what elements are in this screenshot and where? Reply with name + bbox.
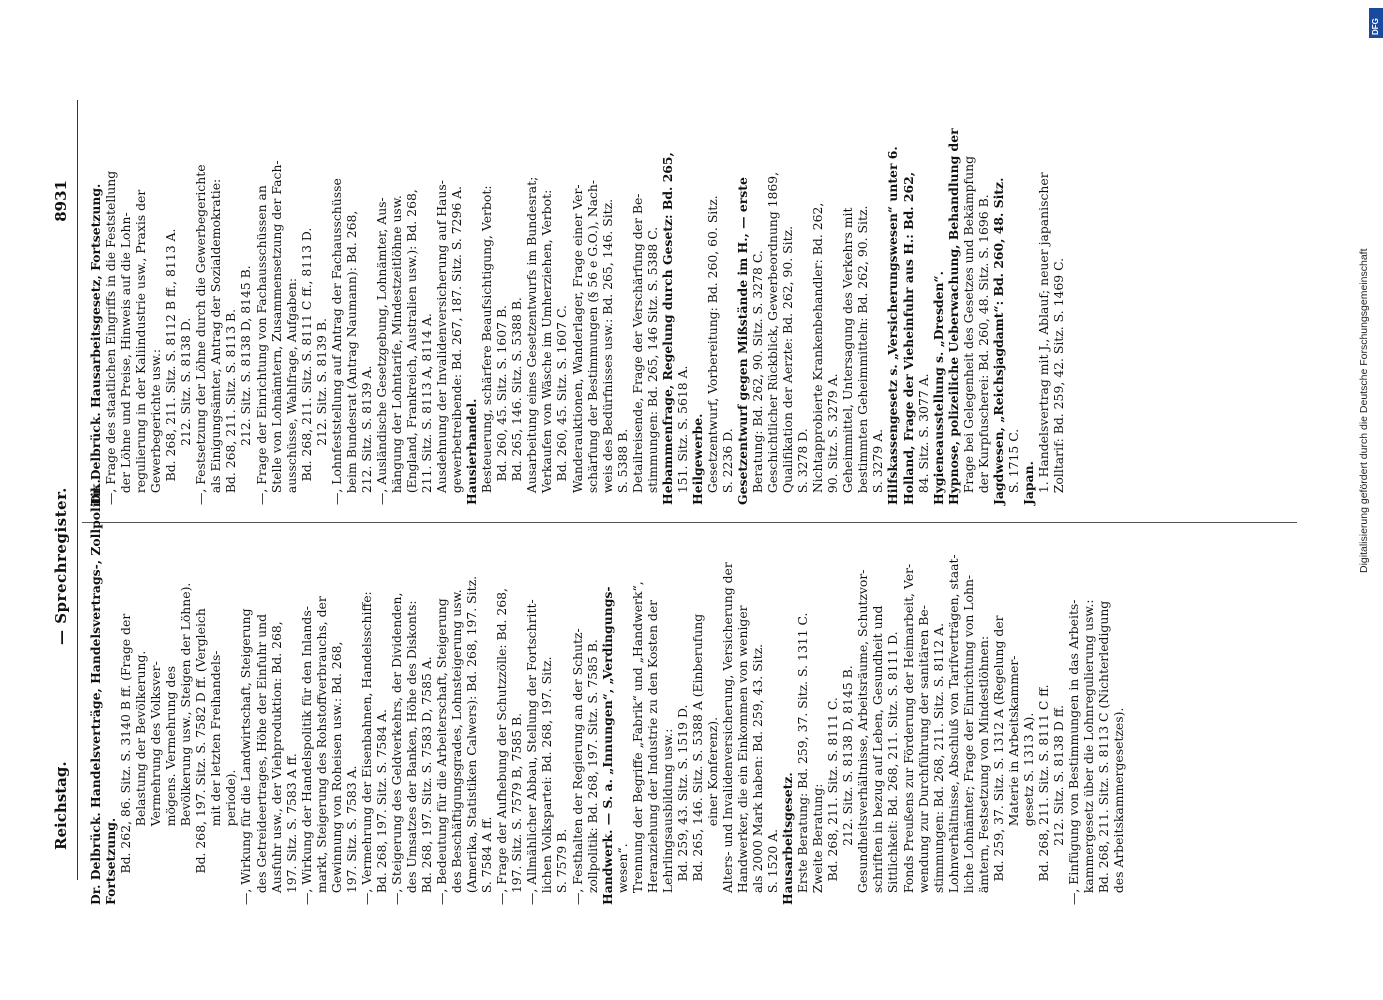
- register-line: bestimmten Geheimmitteln: Bd. 262, 90. Sitz.: [855, 205, 871, 505]
- register-line: 197. Sitz. S. 7583 A.: [343, 765, 359, 905]
- register-line: Beratung: Bd. 262, 90. Sitz. S. 3278 C.: [750, 250, 766, 505]
- register-line: —, Wirkung der Handelspolitik für den Inlands-: [298, 606, 314, 905]
- register-line: Hilfskassengesetz s. „Versicherungswesen“ unter 6.: [885, 146, 901, 505]
- register-line: 212. Sitz. S. 8138 D, 8145 B.: [840, 665, 856, 905]
- register-line: Qualifikation der Aerzte: Bd. 262, 90. Sitz.: [780, 225, 796, 505]
- register-line: der Löhne und Preise, Hinweis auf die Lohn-: [118, 212, 134, 505]
- register-line: Lohnverhältnisse, Abschluß von Tarifverträgen, staat-: [945, 554, 961, 905]
- register-line: stimmungen: Bd. 268, 211. Sitz. S. 8112 A.: [930, 622, 946, 905]
- register-line: stimmungen: Bd. 265, 146 Sitz. S. 5388 C.: [644, 226, 660, 505]
- register-line: regulierung in der Kaliindustrie usw., Praxis der: [133, 189, 149, 505]
- register-line: Bd. 262, 86. Sitz. S. 3140 B ff. (Frage der: [118, 613, 134, 905]
- register-line: Geheimmittel, Untersagung des Verkehrs mit: [840, 207, 856, 505]
- register-line: Bd. 268, 211. Sitz. S. 8113 C (Nichterledigung: [1096, 600, 1112, 905]
- register-line: Bd. 259, 43. Sitz. S. 1519 D.: [674, 704, 690, 905]
- register-line: mit der letzten Freihandels-: [208, 650, 224, 905]
- register-line: Besteuerung, schärfere Beaufsichtigung, Verbot:: [479, 185, 495, 505]
- register-line: gewerbetreibende: Bd. 267, 187. Sitz. S. 7296 A.: [449, 185, 465, 505]
- register-line: Japan.: [1020, 461, 1036, 505]
- register-line: des Arbeitskammergesetzes).: [1111, 707, 1127, 905]
- register-line: S. 3278 D.: [795, 428, 811, 505]
- register-line: Lehrlingsausbildung usw.:: [659, 728, 675, 905]
- register-line: Belastung der Bevölkerung.: [133, 650, 149, 905]
- register-line: als 2000 Mark haben: Bd. 259, 43. Sitz.: [750, 643, 766, 905]
- register-line: Bd. 260, 45. Sitz. S. 1607 C.: [554, 305, 570, 505]
- register-line: hängung der Lohntarife, Mindestzeitlöhne usw.: [388, 195, 404, 505]
- register-line: Geschichtlicher Rückblick, Gewerbeordnung 1869,: [765, 171, 781, 505]
- register-line: (Amerika, Statistiken Calwers): Bd. 268, 197. Sitz.: [464, 575, 480, 905]
- running-head-left: Reichstag.: [52, 761, 70, 850]
- register-line: Materie in Arbeitskammer-: [1005, 655, 1021, 905]
- register-line: 212. Sitz. S. 8139 B.: [313, 318, 329, 505]
- register-line: Detailreisende, Frage der Verschärfung der Be-: [629, 193, 645, 505]
- register-line: Bevölkerung usw., Steigen der Löhne).: [178, 582, 194, 905]
- register-line: —, Frage der Einrichtung von Fachausschüssen an: [253, 185, 269, 505]
- register-line: —, Wirkung für die Landwirtschaft, Steigerung: [238, 608, 254, 905]
- register-line: 197. Sitz. S. 7583 A ff.: [283, 753, 299, 905]
- register-line: —, Frage des staatlichen Eingriffs in die Feststellung: [103, 170, 119, 505]
- register-line: Bd. 268, 211. Sitz. S. 8111 C ff., 8113 D.: [298, 227, 314, 505]
- register-line: S. 1520 A.: [765, 828, 781, 905]
- register-line: Fonds Preußens zur Förderung der Heimarbeit, Ver-: [900, 563, 916, 905]
- register-line: Jagdwesen, „Reichsjagdamt“: Bd. 260, 48. Sitz.: [990, 177, 1006, 505]
- register-line: —, Allmählicher Abbau, Stellung der Fortschritt-: [524, 599, 540, 905]
- register-line: des Beschäftigungsgrades, Lohnsteigerung usw.: [449, 589, 465, 905]
- register-line: Hausierhandel.: [464, 398, 480, 505]
- register-line: —, Ausländische Gesetzgebung, Lohnämter, Aus-: [373, 197, 389, 505]
- register-line: Fortsetzung.: [103, 817, 119, 905]
- register-line: Holland, Frage der Vieheinfuhr aus H.: Bd. 262,: [900, 171, 916, 505]
- register-line: S. 1715 C.: [1005, 428, 1021, 505]
- register-line: 212. Sitz. S. 8139 A.: [358, 365, 374, 505]
- register-line: Stelle von Lohnämtern, Zusammensetzung der Fach-: [268, 160, 284, 505]
- page-number: 8931: [52, 180, 70, 222]
- register-line: Bd. 268, 197. Sitz. S. 7584 A.: [373, 709, 389, 905]
- right-column: [88, 128, 1066, 505]
- register-line: Heranziehung der Industrie zu den Kosten der: [644, 599, 660, 905]
- register-line: 90. Sitz. S. 3279 A.: [825, 373, 841, 505]
- register-line: liche Lohnämter; Frage der Einrichtung von Lohn-: [960, 574, 976, 905]
- dfg-logo: [1369, 8, 1383, 38]
- register-line: Hypnose, polizeiliche Ueberwachung, Behandlung der: [945, 128, 961, 505]
- register-line: gesetz S. 1313 A).: [1020, 712, 1036, 905]
- register-line: Handwerk. — S. a. „Innungen“, „Verdingungs-: [599, 586, 615, 905]
- register-line: Gesetzentwurf, Vorbereitung: Bd. 260, 60. Sitz.: [704, 195, 720, 505]
- register-line: S. 5388 B.: [614, 428, 630, 505]
- register-line: schärfung der Bestimmungen (§ 56 e G.O.), Nach-: [584, 179, 600, 505]
- register-line: der Kurpfuscherei: Bd. 260, 48. Sitz. S. 1696 B.: [975, 194, 991, 505]
- register-line: Handwerker, die ein Einkommen von weniger: [735, 605, 751, 905]
- register-line: S. 7584 A ff.: [479, 816, 495, 905]
- register-line: —, Lohnfeststellung auf Antrag der Fachausschüsse: [328, 178, 344, 505]
- register-line: —, Festsetzung der Löhne durch die Gewerbegerichte: [193, 164, 209, 505]
- register-line: Frage bei Gelegenheit des Gesetzes und Bekämpfung: [960, 155, 976, 505]
- register-line: 212. Sitz. S. 8138 D ff.: [1051, 704, 1066, 905]
- register-line: Alters- und Invalidenversicherung, Versicherung der: [719, 562, 735, 905]
- register-line: S. 7579 B.: [554, 828, 570, 905]
- register-line: —, Festhalten der Regierung an der Schutz-: [569, 628, 585, 905]
- register-line: Ausdehnung der Invalidenversicherung auf Haus-: [434, 180, 450, 505]
- register-line: Wanderauktionen, Wanderlager, Frage einer Ver-: [569, 184, 585, 505]
- register-line: des Umsatzes der Banken, Höhe des Diskonts:: [403, 600, 419, 905]
- register-line: Ausarbeitung eines Gesetzentwurfs im Bundesrat;: [524, 176, 540, 505]
- register-line: S. 2236 D.: [719, 428, 735, 505]
- register-line: Heilgewerbe.: [689, 413, 705, 505]
- register-line: —, Bedeutung für die Arbeiterschaft, Steigerung: [434, 598, 450, 905]
- register-line: Hygieneausstellung s. „Dresden“.: [930, 271, 946, 505]
- register-line: wendung zur Durchführung der sanitären Be-: [915, 605, 931, 905]
- register-line: (England, Frankreich, Australien usw.): Bd. 268,: [403, 189, 419, 505]
- register-line: Bd. 259, 37. Sitz. S. 1312 A (Regelung der: [990, 615, 1006, 905]
- register-line: wesen“.: [614, 843, 630, 905]
- column-divider: [82, 522, 1297, 523]
- register-line: Gesetzentwurf gegen Mißstände im H., — erste: [735, 177, 751, 505]
- register-line: 212. Sitz. S. 8138 D.: [178, 317, 194, 505]
- register-line: weis des Bedürfnisses usw.: Bd. 265, 146. Sitz.: [599, 198, 615, 505]
- register-line: —, Einfügung von Bestimmungen in das Arbeits-: [1066, 599, 1082, 905]
- register-line: mögens. Vermehrung des: [163, 666, 179, 905]
- header-rule: [77, 100, 78, 880]
- register-line: ämtern, Festsetzung von Mindestlöhnen:: [975, 635, 991, 905]
- register-line: Zweite Beratung:: [810, 783, 826, 905]
- register-line: Trennung der Begriffe „Fabrik“ und „Handwerk“,: [629, 581, 645, 905]
- dfg-logo-text: DFG: [1371, 18, 1380, 35]
- register-line: Dr. Delbrück. Hausarbeitsgesetz, Fortsetzung.: [88, 183, 103, 505]
- register-line: beim Bundesrat (Antrag Naumann): Bd. 268,: [343, 210, 359, 505]
- register-line: Bd. 268, 211. Sitz. S. 8111 C ff.: [1035, 684, 1051, 905]
- register-line: Hebammenfrage, Regelung durch Gesetz: Bd. 265,: [659, 152, 675, 505]
- running-head-center: — Sprechregister.: [52, 487, 70, 645]
- register-line: Verkaufen von Wäsche im Umherziehen, Verbot:: [539, 189, 555, 505]
- register-line: zollpolitik: Bd. 268, 197. Sitz. S. 7585 B.: [584, 639, 600, 905]
- register-line: 1. Handelsvertrag mit J., Ablauf; neuer japanischer: [1035, 172, 1051, 505]
- register-line: einer Konferenz).: [704, 716, 720, 905]
- register-line: 84. Sitz. S. 3077 A.: [915, 373, 931, 505]
- register-line: Bd. 260, 45. Sitz. S. 1607 B.: [494, 305, 510, 505]
- register-line: Gewinnung von Roheisen usw.: Bd. 268,: [328, 641, 344, 905]
- register-line: Bd. 265, 146. Sitz. S. 5388 A (Einberufung: [689, 613, 705, 905]
- register-line: Bd. 268, 197. Sitz. S. 7583 D, 7585 A.: [419, 656, 435, 905]
- register-line: Bd. 268, 197. Sitz. S. 7582 D ff. (Vergleich: [193, 608, 209, 905]
- register-line: Zolltarif: Bd. 259, 42. Sitz. S. 1469 C.: [1051, 257, 1066, 505]
- register-line: ausschüsse, Wahlfrage, Aufgaben:: [283, 277, 299, 505]
- register-line: 212. Sitz. S. 8138 D, 8145 B.: [238, 265, 254, 505]
- register-line: Bd. 268, 211. Sitz. S. 8112 B ff., 8113 A.: [163, 228, 179, 505]
- register-line: 211. Sitz. S. 8113 A, 8114 A.: [419, 313, 435, 505]
- register-line: markt, Steigerung des Rohstoffverbrauchs, der: [313, 596, 329, 905]
- register-line: Gesundheitsverhältnisse, Arbeitsräume, Schutzvor-: [855, 569, 871, 905]
- register-line: —, Vermehrung der Eisenbahnen, Handelsschiffe:: [358, 591, 374, 905]
- register-line: Bd. 265, 146. Sitz. S. 5388 B.: [509, 297, 525, 505]
- register-line: Hausarbeitsgesetz.: [780, 772, 796, 905]
- register-line: S. 3279 A.: [870, 428, 886, 505]
- register-line: schriften in bezug auf Leben, Gesundheit und: [870, 605, 886, 905]
- register-line: periode).: [223, 769, 239, 905]
- register-line: Ausfuhr usw., der Viehproduktion: Bd. 268,: [268, 621, 284, 905]
- register-line: —, Steigerung des Geldverkehrs, der Dividenden,: [388, 592, 404, 905]
- register-line: Sittlichkeit: Bd. 268, 211. Sitz. S. 8111 D.: [885, 631, 901, 905]
- digitization-credit: [1358, 0, 1378, 988]
- register-line: —, Frage der Aufhebung der Schutzzölle: Bd. 268,: [494, 588, 510, 905]
- register-line: 151. Sitz. S. 5618 A.: [674, 365, 690, 505]
- register-line: 197. Sitz. S. 7579 B, 7585 B.: [509, 712, 525, 905]
- credit-text: Digitalisierung gefördert durch die Deutsche Forschungsgemeinschaft: [1358, 248, 1370, 573]
- register-line: kammergesetz über die Lohnregulierung usw.:: [1081, 599, 1097, 905]
- register-line: Gewerbegerichte usw.:: [148, 348, 164, 505]
- register-line: Nichtapprobierte Krankenbehandler: Bd. 262,: [810, 202, 826, 505]
- register-line: Erste Beratung: Bd. 259, 37. Sitz. S. 1311 C.: [795, 612, 811, 905]
- register-line: des Getreideertrages, Höhe der Einfuhr und: [253, 613, 269, 905]
- register-line: Bd. 268, 211. Sitz. S. 8113 B.: [223, 308, 239, 505]
- register-line: Dr. Delbrück. Handelsverträge, Handelsvertrags-, Zollpolitik.: [88, 479, 103, 905]
- register-line: als Einigungsämter, Antrag der Sozialdemokratie:: [208, 178, 224, 505]
- register-line: lichen Volkspartei: Bd. 268, 197. Sitz.: [539, 656, 555, 905]
- register-line: Bd. 268, 211. Sitz. S. 8111 C.: [825, 697, 841, 905]
- register-line: Vermehrung des Volksver-: [148, 661, 164, 905]
